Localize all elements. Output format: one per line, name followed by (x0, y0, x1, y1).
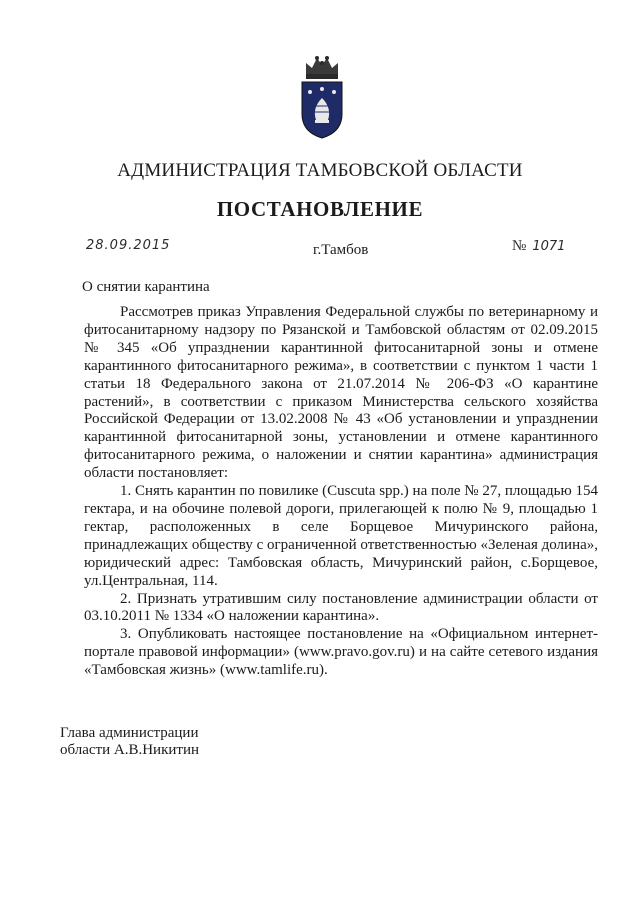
document-number (512, 238, 565, 255)
number-value: 1071 (532, 239, 566, 254)
resolution-item-2: 2. Признать утратившим силу постановление администрации области от 03.10.2011 № 1334 «О наложении карантина». (84, 590, 598, 625)
signature-block (60, 725, 199, 759)
signature-position: Глава администрации (60, 725, 199, 741)
preamble-paragraph: Рассмотрев приказ Управления Федеральной службы по ветеринарному и фитосанитарному надзору по Рязанской и Тамбовской областям от 02.09.2015 № 345 «Об упразднении карантинной фитосанитарной зоны и отмене карантинного фитосанитарного режима», в соответствии с пунктом 1 части 1 статьи 18 Федерального закона от 21.07.2014 № 206-ФЗ «О карантине растений», в соответствии с приказом Министерства сельского хозяйства Российской Федерации от 13.02.2008 № 43 «Об установлении и упразднении карантинной фитосанитарной зоны, установлении и отмене карантинного фитосанитарного режима, о наложении и снятии карантина» администрация области постановляет: (84, 304, 598, 482)
tambov-coat-of-arms-icon (296, 54, 348, 140)
document-subject: О снятии карантина (82, 279, 210, 295)
document-body (84, 304, 598, 680)
document-city: г.Тамбов (313, 242, 369, 258)
resolution-item-1: 1. Снять карантин по повилике (Cuscuta spp.) на поле № 27, площадью 154 гектара, и на обочине полевой дороги, прилегающей к полю № 9, площадью 1 гектар, расположенных в селе Борщевое Мичуринского района, принадлежащих обществу с ограниченной ответственностью «Зеленая долина», юридический адрес: Тамбовская область, Мичуринский район, с.Борщевое, ул.Центральная, 114. (84, 483, 598, 589)
document-date: 28.09.2015 (86, 238, 171, 253)
organization-title: АДМИНИСТРАЦИЯ ТАМБОВСКОЙ ОБЛАСТИ (117, 160, 523, 181)
resolution-item-3: 3. Опубликовать настоящее постановление на «Официальном интернет-портале правовой информации» (www.pravo.gov.ru) и на сайте сетевого издания «Тамбовская жизнь» (www.tamlife.ru). (84, 626, 598, 679)
signature-name: области А.В.Никитин (60, 742, 200, 758)
document-type-title: ПОСТАНОВЛЕНИЕ (216, 197, 424, 221)
number-sign: № (512, 238, 527, 254)
